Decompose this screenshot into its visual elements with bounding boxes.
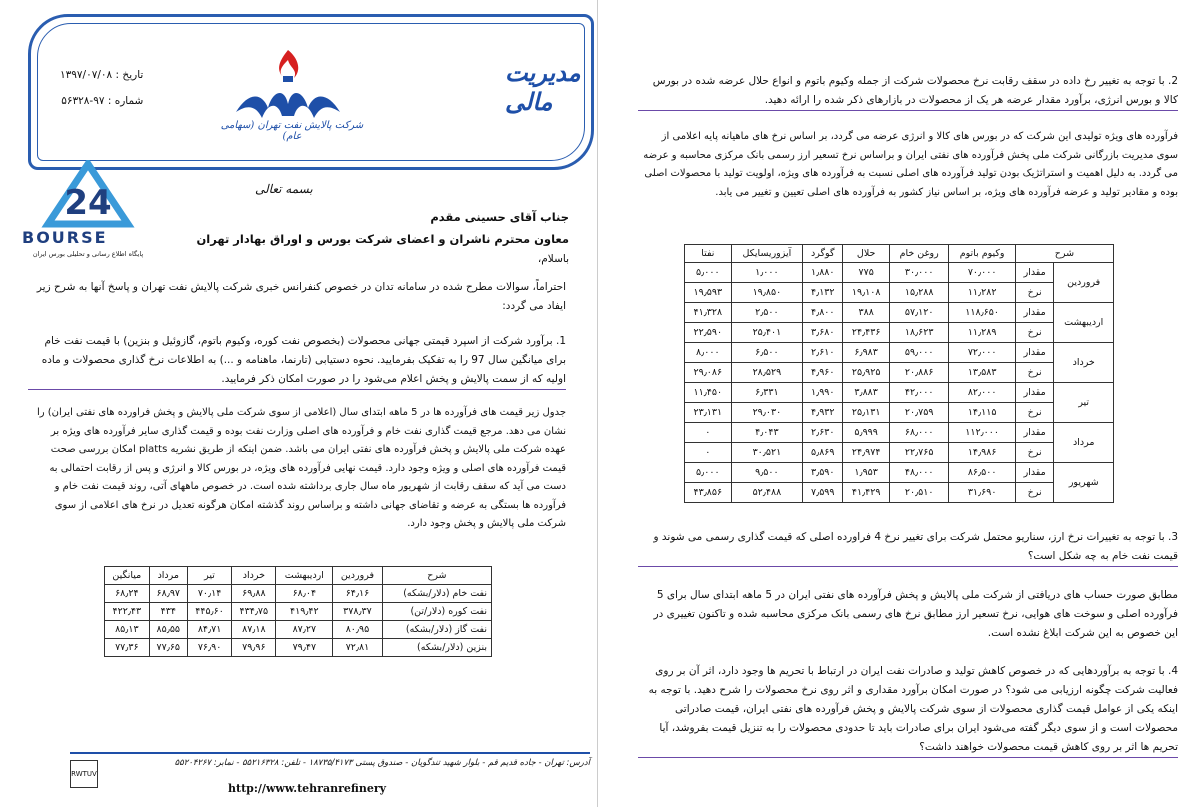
table-header: شرح [382, 567, 491, 585]
table-cell: ۵٫۰۰۰ [685, 463, 732, 483]
table-cell: ۵۷٫۱۲۰ [889, 303, 948, 323]
table-cell: مقدار [1015, 303, 1054, 323]
table-cell: مقدار [1015, 343, 1054, 363]
table-cell: ۳۷۸٫۳۷ [333, 603, 383, 621]
table-cell: ۶۸٫۲۴ [105, 585, 150, 603]
table-cell: ۱۱۲٫۰۰۰ [949, 423, 1016, 443]
table-cell: ۷۲٫۸۱ [333, 639, 383, 657]
table-cell: ۳٫۸۸۳ [843, 383, 890, 403]
department-title: مدیریت مالی [505, 58, 581, 116]
table-header: خرداد [232, 567, 276, 585]
table-cell: ۵٫۰۰۰ [685, 263, 732, 283]
month-cell: اردیبهشت [1054, 303, 1114, 343]
table-cell: ۷۹٫۴۷ [276, 639, 333, 657]
table-cell: ۳٫۵۹۰ [803, 463, 843, 483]
table-header: مرداد [149, 567, 187, 585]
table-cell: ۱۹٫۱۰۸ [843, 283, 890, 303]
table-header: آیزوریسایکل [731, 245, 803, 263]
table-cell: ۴٫۹۳۲ [803, 403, 843, 423]
table-cell: مقدار [1015, 423, 1054, 443]
table-row [685, 263, 1114, 283]
table-cell: ۷۷٫۳۶ [105, 639, 150, 657]
table-header: فروردین [333, 567, 383, 585]
table-cell: ۲۵٫۹۲۵ [843, 363, 890, 383]
table-cell: ۶۸٫۰۰۰ [889, 423, 948, 443]
table-cell: ۲۰٫۵۱۰ [889, 483, 948, 503]
table-cell: ۸٫۰۰۰ [685, 343, 732, 363]
table-cell: ۸۴٫۷۱ [187, 621, 231, 639]
table-row [685, 423, 1114, 443]
table-cell: مقدار [1015, 463, 1054, 483]
footer-website[interactable]: http://www.tehranrefinery [228, 782, 387, 795]
table-cell: ۸۵٫۵۵ [149, 621, 187, 639]
table-cell: ۵٫۹۹۹ [843, 423, 890, 443]
table-cell: ۴۲٫۰۰۰ [889, 383, 948, 403]
table-cell: ۴٫۸۰۰ [803, 303, 843, 323]
question-1: 1. برآورد شرکت از اسپرد قیمتی جهانی محصولات (بخصوص نفت کوره، وکیوم باتوم، گازوئیل و بنزین) با قیمت نفت خام برای میانگین سال 97 را به تفکیک بفرمایید. نحوه دستیابی (تارنما، ماهنامه و ...) به اطلاعات نرخ گذاری محصولات و ماده اولیه که از سمت پالایش و پخش اعلام می‌شود را در صورت امکان ذکر فرمایید. [28, 332, 566, 390]
answer-2: فرآورده های ویژه تولیدی این شرکت که در بورس های کالا و انرژی عرضه می گردد، بر اساس نرخ های ماهیانه پایه اعلامی از سوی مدیریت بازرگانی شرکت ملی پخش فرآورده های نفتی ایران و براساس نرخ تسعیر ارز رسمی بانک مرکزی محاسبه و عرضه می گردد. به دلیل اهمیت و استراتژیک بودن تولید فرآورده های اصلی نسبت به فرآورده های ویژه، اولویت تولید با محصولات اصلی بوده و مقادیر تولید و عرضه فرآورده های ویژه، بر اساس نیاز کشور به فرآورده های اصلی تعیین و تغییر می یابد. [643, 131, 1178, 198]
question-4: 4. با توجه به برآوردهایی که در خصوص کاهش تولید و صادرات نفت ایران در ارتباط با تحریم ها وجود دارد، اثر آن بر روی فعالیت شرکت چگونه ارزیابی می شود؟ در صورت امکان برآورد مقداری و اثر روی نرخ محصولات را شرح دهید. با توجه به اینکه یکی از عوامل قیمت گذاری محصولات از سوی شرکت پالایش و پخش فرآورده های نفتی ایران، قیمت صادراتی محصولات است و از سوی دیگر گفته می‌شود ایران برای صادرات باید تا حدودی محصولات را به تنزیل قیمت بفروشد، آیا تحریم ها اثر بر روی کاهش قیمت محصولات خواهند داشت؟ [638, 662, 1178, 758]
table-row [685, 343, 1114, 363]
table-cell: ۸۵٫۱۳ [105, 621, 150, 639]
table-cell: ۱۱٫۴۵۰ [685, 383, 732, 403]
table-cell: ۴۱۹٫۴۲ [276, 603, 333, 621]
letter-page-right [600, 0, 1199, 807]
bismillah: بسمه تعالی [255, 182, 313, 196]
table-cell: ۶٫۳۳۱ [731, 383, 803, 403]
table-header: تیر [187, 567, 231, 585]
letter-footer [0, 752, 598, 807]
table-header: حلال [843, 245, 890, 263]
table-cell: نرخ [1015, 483, 1054, 503]
table-cell: ۳۰٫۵۲۱ [731, 443, 803, 463]
table-cell: ۳۰٫۰۰۰ [889, 263, 948, 283]
number-label: شماره : [107, 95, 144, 107]
question-2: 2. با توجه به تغییر رخ داده در سقف رقابت نرخ محصولات شرکت از جمله وکیوم باتوم و انواع حلال عرضه شده در بورس کالا و بورس انرژی، برآورد مقدار عرضه هر یک از محصولات در بازارهای ذکر شده را ارائه دهید. [638, 72, 1178, 111]
table-cell: نفت خام (دلار/بشکه) [382, 585, 491, 603]
month-cell: خرداد [1054, 343, 1114, 383]
question-3: 3. با توجه به تغییرات نرخ ارز، سناریو محتمل شرکت برای تغییر نرخ 4 فراورده اصلی که قیمت گذاری رسمی می شوند و قیمت نفت خام به چه شکل است؟ [638, 528, 1178, 567]
table-cell: نفت کوره (دلار/تن) [382, 603, 491, 621]
month-cell: فروردین [1054, 263, 1114, 303]
table-header: شرح [1015, 245, 1113, 263]
table-cell: ۴۲۲٫۴۳ [105, 603, 150, 621]
table-cell: نفت گاز (دلار/بشکه) [382, 621, 491, 639]
table-cell: ۲۴٫۴۳۶ [843, 323, 890, 343]
table-row [685, 283, 1114, 303]
table-cell: ۲۸٫۵۲۹ [731, 363, 803, 383]
table-cell: ۷۰٫۱۴ [187, 585, 231, 603]
table-cell: ۶۹٫۸۸ [232, 585, 276, 603]
table-cell: ۱٫۸۸۰ [803, 263, 843, 283]
table-cell: ۸۲٫۰۰۰ [949, 383, 1016, 403]
table-cell: ۶۸٫۰۴ [276, 585, 333, 603]
table-cell: نرخ [1015, 323, 1054, 343]
table-cell: مقدار [1015, 383, 1054, 403]
table-cell: ۴۱٫۴۲۹ [843, 483, 890, 503]
table-header: میانگین [105, 567, 150, 585]
table-row [685, 443, 1114, 463]
table-cell: ۵٫۸۶۹ [803, 443, 843, 463]
table-cell: ۴٫۹۶۰ [803, 363, 843, 383]
table-header-row [105, 567, 492, 585]
table-cell: ۷۷۵ [843, 263, 890, 283]
table-row [105, 621, 492, 639]
table-cell: ۲۲٫۵۹۰ [685, 323, 732, 343]
table-cell: ۱۱٫۲۸۲ [949, 283, 1016, 303]
footer-address: آدرس: تهران - جاده قدیم قم - بلوار شهید تندگویان - صندوق پستی ۱۸۷۳۵/۴۱۷۳ - تلفن: ۵۵۲۱۶۳۲۸ - نمابر: ۵۵۲۰۴۲۶۷ [174, 758, 590, 768]
table-cell: ۶۴٫۱۶ [333, 585, 383, 603]
table-cell: ۲۴٫۹۷۴ [843, 443, 890, 463]
table-cell: نرخ [1015, 283, 1054, 303]
month-cell: مرداد [1054, 423, 1114, 463]
table-cell: ۷۹٫۹۶ [232, 639, 276, 657]
table-cell: ۶٫۹۸۳ [843, 343, 890, 363]
table-cell: ۵۲٫۴۸۸ [731, 483, 803, 503]
recipient-title: معاون محترم ناشران و اعضای شرکت بورس و اوراق بهادار تهران [196, 232, 569, 246]
table-cell: ۶٫۵۰۰ [731, 343, 803, 363]
table-cell: ۳۱٫۶۹۰ [949, 483, 1016, 503]
table-cell: ۴۳۴٫۷۵ [232, 603, 276, 621]
table-cell: ۲۳٫۱۳۱ [685, 403, 732, 423]
table-cell: ۲۹٫۰۸۶ [685, 363, 732, 383]
svg-text:24: 24 [64, 183, 112, 223]
table-cell: ۸۶٫۵۰۰ [949, 463, 1016, 483]
table-cell: ۳۸۸ [843, 303, 890, 323]
month-cell: تیر [1054, 383, 1114, 423]
table-row [105, 585, 492, 603]
table-cell: ۱۱۸٫۶۵۰ [949, 303, 1016, 323]
table-cell: ۴۸٫۰۰۰ [889, 463, 948, 483]
table-cell: ۴۳۴ [149, 603, 187, 621]
table-cell: ۱۴٫۹۸۶ [949, 443, 1016, 463]
table-row [685, 483, 1114, 503]
table-cell: ۴۳٫۸۵۶ [685, 483, 732, 503]
table-cell: ۷٫۵۹۹ [803, 483, 843, 503]
date-value: ۱۳۹۷/۰۷/۰۸ [60, 69, 113, 81]
table-cell: ۲۹٫۰۳۰ [731, 403, 803, 423]
certificate-badge: RWTUV [70, 760, 98, 788]
table-header: اردیبهشت [276, 567, 333, 585]
table-cell: ۷۷٫۶۵ [149, 639, 187, 657]
letter-page-left [0, 0, 598, 807]
table-cell: ۹٫۵۰۰ [731, 463, 803, 483]
price-table [104, 566, 492, 657]
recipient-name: جناب آقای حسینی مقدم [430, 210, 569, 224]
table-cell: مقدار [1015, 263, 1054, 283]
company-name: شرکت پالایش نفت تهران (سهامی عام) [220, 120, 364, 142]
table-cell: ۱۹٫۸۵۰ [731, 283, 803, 303]
table-cell: نرخ [1015, 363, 1054, 383]
table-cell: ۱٫۰۰۰ [731, 263, 803, 283]
specialty-products-table [684, 244, 1114, 503]
table-cell: ۷۶٫۹۰ [187, 639, 231, 657]
date-label: تاریخ : [115, 69, 144, 81]
table-cell: ۱٫۹۹۰ [803, 383, 843, 403]
table-cell: ۸۰٫۹۵ [333, 621, 383, 639]
table-cell: ۲٫۶۳۰ [803, 423, 843, 443]
table-cell: ۸۷٫۲۷ [276, 621, 333, 639]
table-row [685, 403, 1114, 423]
table-cell: ۱۸٫۶۲۳ [889, 323, 948, 343]
table-cell: ۱۹٫۵۹۳ [685, 283, 732, 303]
table-cell: ۰ [685, 443, 732, 463]
table-cell: ۳٫۶۸۰ [803, 323, 843, 343]
table-row [685, 463, 1114, 483]
table-cell: ۵۹٫۰۰۰ [889, 343, 948, 363]
table-cell: ۲۰٫۸۸۶ [889, 363, 948, 383]
table-cell: ۱۳٫۵۸۳ [949, 363, 1016, 383]
letter-meta [60, 62, 143, 114]
table-cell: ۷۰٫۰۰۰ [949, 263, 1016, 283]
table-cell: ۸۷٫۱۸ [232, 621, 276, 639]
table-header: روغن خام [889, 245, 948, 263]
table-cell: ۲٫۶۱۰ [803, 343, 843, 363]
table-cell: ۶۸٫۹۷ [149, 585, 187, 603]
table-header-row [685, 245, 1114, 263]
table-cell: ۴٫۱۳۲ [803, 283, 843, 303]
number-value: ۹۷-۵۶۳۲۸ [61, 95, 105, 107]
table-cell: ۲۵٫۱۳۱ [843, 403, 890, 423]
table-row [105, 603, 492, 621]
table-header: وکیوم باتوم [949, 245, 1016, 263]
table-cell: ۲۵٫۴۰۱ [731, 323, 803, 343]
table-header: گوگرد [803, 245, 843, 263]
table-row [685, 303, 1114, 323]
intro-paragraph: احتراماً، سوالات مطرح شده در سامانه تدان در خصوص کنفرانس خبری شرکت پالایش نفت تهران و پاسخ آنها به شرح زیر ایفاد می گردد: [36, 281, 566, 312]
table-cell: ۰ [685, 423, 732, 443]
table-cell: ۱۴٫۱۱۵ [949, 403, 1016, 423]
answer-3: مطابق صورت حساب های دریافتی از شرکت ملی پالایش و پخش فرآورده های نفتی ایران در 5 ماهه ابتدای سال برای 5 فرآورده اصلی و سوخت های هوایی، نرخ تسعیر ارز مطابق نرخ های رسمی بانک مرکزی محاسبه شده و تاکنون تغییری در این خصوص به این شرکت ابلاغ نشده است. [653, 589, 1178, 639]
table-cell: ۴٫۰۴۳ [731, 423, 803, 443]
table-row [105, 639, 492, 657]
table-cell: نرخ [1015, 443, 1054, 463]
greeting: باسلام، [537, 253, 569, 265]
table-cell: ۴۴۵٫۶۰ [187, 603, 231, 621]
table-cell: ۷۲٫۰۰۰ [949, 343, 1016, 363]
bourse-logo: 24 BOURSE پایگاه اطلاع رسانی و تحلیلی بورس ایران [18, 160, 158, 270]
table-cell: ۱۱٫۲۸۹ [949, 323, 1016, 343]
bourse-24-icon [18, 160, 158, 230]
table-row [685, 363, 1114, 383]
table-row [685, 323, 1114, 343]
answer-1: جدول زیر قیمت های فرآورده ها در 5 ماهه ابتدای سال (اعلامی از سوی شرکت ملی پالایش و پخش فراورده های نفتی ایران) را نشان می دهد. مرجع قیمت گذاری نفت خام و فرآورده های اصلی وزارت نفت بوده و قیمت گذاری سایر فرآورده های ویژه بر عهده شرکت ملی پالایش و پخش فرآورده های نفتی ایران می باشد. ضمن اینکه از طریق نشریه platts امکان بررسی صحت قیمت فرآورده های اصلی و ویژه وجود دارد. قیمت نهایی فرآورده های ویژه، در بورس کالا و انرژی و پس از رقابت احتمالی به دست می آید که سقف رقابت از شهریور ماه سال جاری برداشته شده است. در خصوص ماههای آتی، روند قیمت نفت خام و فرآورده ها بستگی به عرضه و تقاضای جهانی داشته و براساس روند گذشته امکان هرگونه تعدیل در نرخ های اعلامی از سوی شرکت ملی پالایش و پخش وجود دارد. [36, 407, 566, 529]
table-cell: بنزین (دلار/بشکه) [382, 639, 491, 657]
table-cell: ۱٫۹۵۳ [843, 463, 890, 483]
recipient-block [149, 206, 569, 269]
table-cell: نرخ [1015, 403, 1054, 423]
table-cell: ۴۱٫۳۲۸ [685, 303, 732, 323]
table-cell: ۲۰٫۷۵۹ [889, 403, 948, 423]
table-row [685, 383, 1114, 403]
table-cell: ۲۲٫۷۶۵ [889, 443, 948, 463]
table-cell: ۲٫۵۰۰ [731, 303, 803, 323]
table-cell: ۱۵٫۲۸۸ [889, 283, 948, 303]
month-cell: شهریور [1054, 463, 1114, 503]
table-header: نفتا [685, 245, 732, 263]
